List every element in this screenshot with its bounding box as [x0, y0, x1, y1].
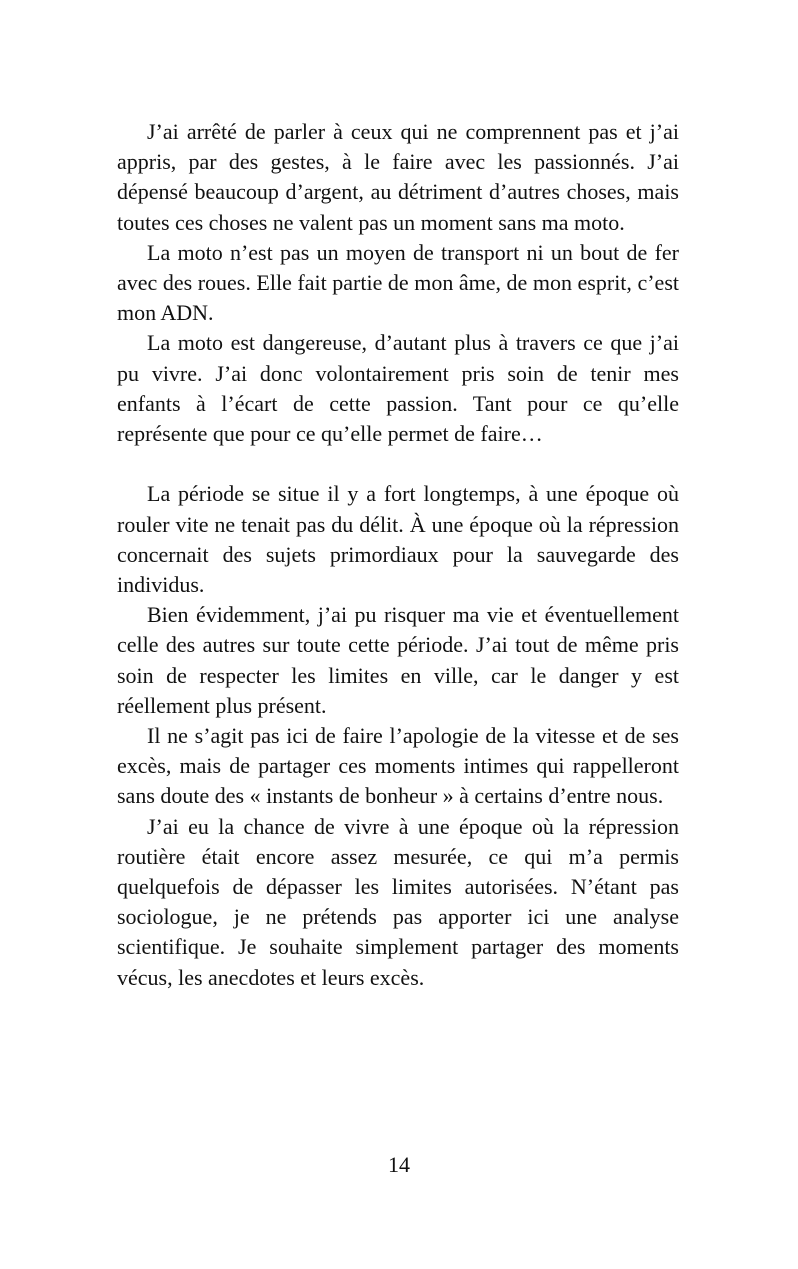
page-number: 14 — [388, 1152, 410, 1177]
paragraph: La moto n’est pas un moyen de transport ni un bout de fer avec des roues. Elle fait partie de mon âme, de mon esprit, c’est mon ADN. — [117, 239, 679, 326]
paragraph: La moto est dangereuse, d’autant plus à travers ce que j’ai pu vivre. J’ai donc volontairement pris soin de tenir mes enfants à l’écart de cette passion. Tant pour ce qu’elle représente que pour ce qu’elle permet de faire… — [117, 330, 679, 447]
paragraph: J’ai eu la chance de vivre à une époque où la répression routière était encore assez mesurée, ce qui m’a permis quelquefois de dépasser les limites autorisées. N’étant pas sociologue, je ne prétends pas apporter ici une analyse scientifique. Je souhaite simplement partager des moments vécus, les anecdotes et leurs excès. — [117, 813, 679, 990]
paragraph: Bien évidemment, j’ai pu risquer ma vie et éventuellement celle des autres sur toute cette période. J’ai tout de même pris soin de respecter les limites en ville, car le danger y est réellement plus présent. — [117, 602, 679, 718]
paragraph: Il ne s’agit pas ici de faire l’apologie de la vitesse et de ses excès, mais de partager ces moments intimes qui rappelleront sans doute des « instants de bonheur » à certains d’entre nous. — [117, 723, 679, 809]
paragraph: J’ai arrêté de parler à ceux qui ne comprennent pas et j’ai appris, par des gestes, à le faire avec les passionnés. J’ai dépensé beaucoup d’argent, au détriment d’autres choses, mais toutes ces choses ne valent pas un moment sans ma moto. — [117, 119, 679, 235]
paragraph: La période se situe il y a fort longtemps, à une époque où rouler vite ne tenait pas du délit. À une époque où la répression concernait des sujets primordiaux pour la sauvegarde des individus. — [117, 481, 679, 598]
body-text — [117, 117, 679, 993]
